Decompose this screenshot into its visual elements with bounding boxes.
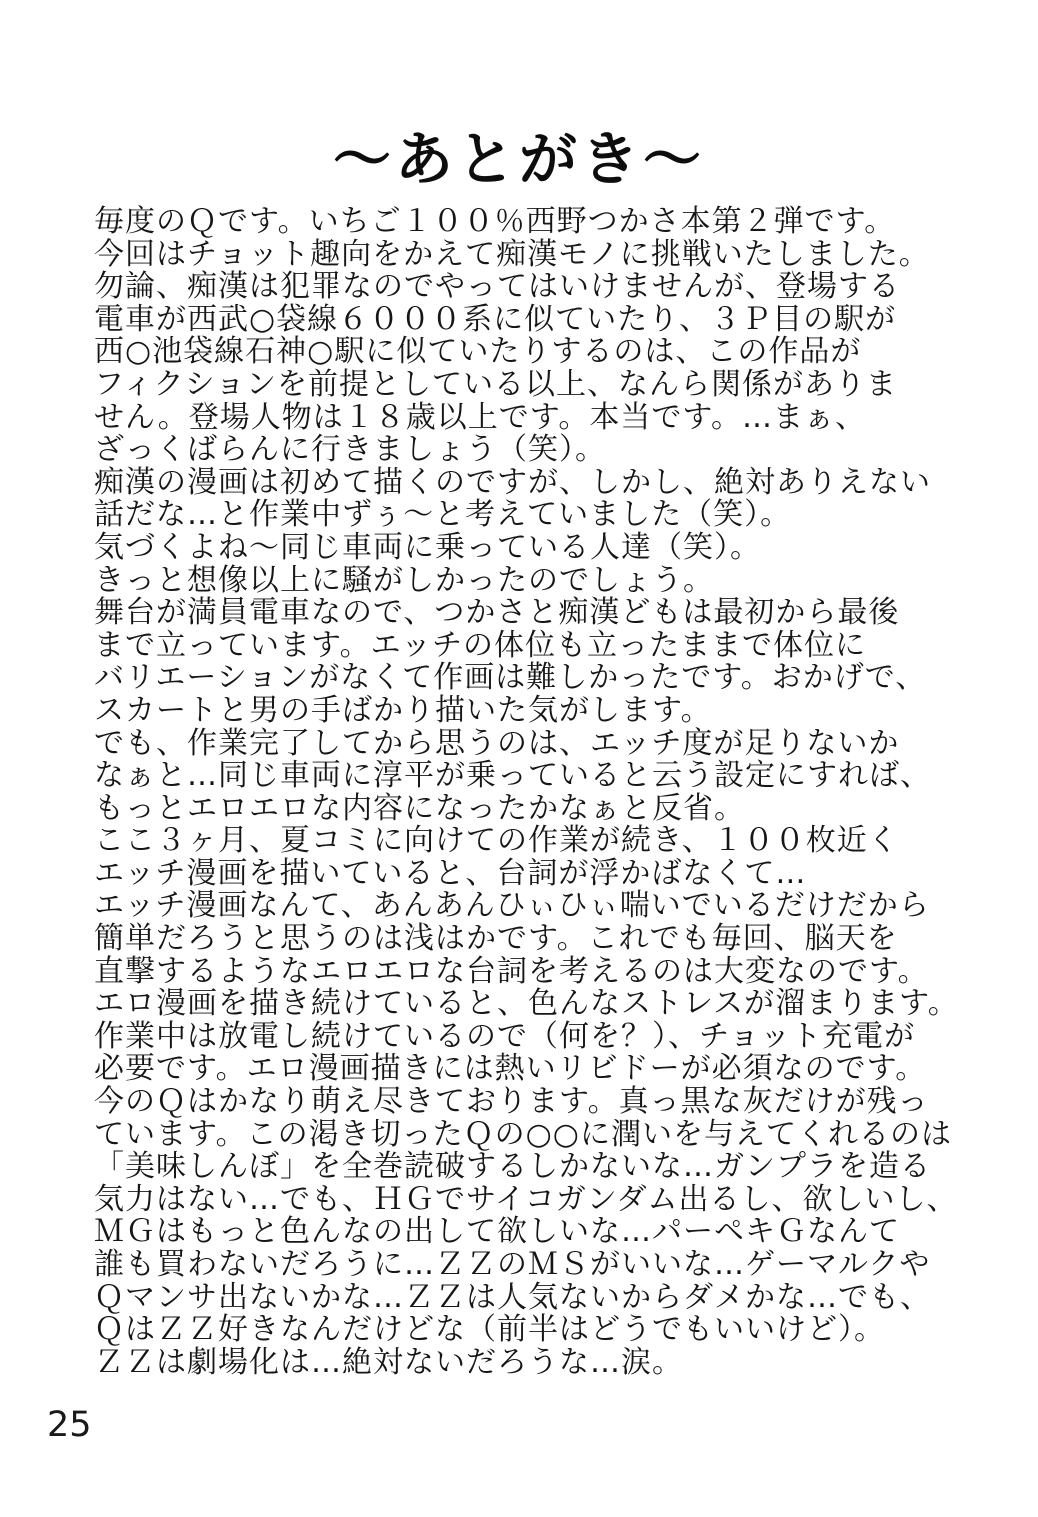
text-line: ています。この渇き切ったＱの○○に潤いを与えてくれるのは	[94, 1116, 952, 1152]
text-line: きっと想像以上に騒がしかったのでしょう。	[94, 562, 714, 598]
text-line: 気力はない…でも、ＨＧでサイコガンダム出るし、欲しいし、	[94, 1181, 958, 1217]
text-line: ざっくばらんに行きましょう（笑）。	[94, 432, 606, 468]
text-line: バリエーションがなくて作画は難しかったです。おかげで、	[94, 660, 927, 696]
text-line: 電車が西武○袋線６０００系に似ていたり、３Ｐ目の駅が	[94, 301, 897, 337]
text-line: エッチ漫画を描いていると、台詞が浮かばなくて…	[94, 855, 807, 891]
text-line: エロ漫画を描き続けていると、色んなストレスが溜まります。	[94, 986, 959, 1022]
text-line: せん。登場人物は１８歳以上です。本当です。…まぁ、	[94, 399, 866, 435]
text-line: 今のＱはかなり萌え尽きております。真っ黒な灰だけが残っ	[94, 1084, 929, 1120]
text-line: 舞台が満員電車なので、つかさと痴漢どもは最初から最後	[94, 595, 900, 631]
text-line: 西○池袋線石神○駅に似ていたりするのは、この作品が	[94, 334, 862, 370]
text-line: ＭＧはもっと色んなの出して欲しいな…パーペキＧなんて	[94, 1214, 900, 1250]
text-line: 直撃するようなエロエロな台詞を考えるのは大変なのです。	[94, 953, 929, 989]
afterword-body	[94, 206, 994, 1379]
text-line: Ｑマンサ出ないかな…ＺＺは人気ないからダメかな…でも、	[94, 1279, 931, 1315]
text-line: ＱはＺＺ好きなんだけどな（前半はどうでもいいけど）。	[94, 1312, 885, 1348]
text-line: 作業中は放電し続けているので（何を？）、チョット充電が	[94, 1018, 916, 1054]
text-line: 毎度のＱです。いちご１００％西野つかさ本第２弾です。	[94, 204, 896, 239]
text-line: 必要です。エロ漫画描きには熱いリビドーが必須なのです。	[94, 1051, 927, 1087]
text-line: なぁと…同じ車両に淳平が乗っていると云う設定にすれば、	[94, 758, 931, 794]
page-number: 25	[47, 1405, 92, 1445]
text-line: でも、作業完了してから思うのは、エッチ度が足りないか	[94, 725, 900, 761]
text-line: ＺＺは劇場化は…絶対ないだろうな…涙。	[94, 1344, 683, 1380]
text-line: 勿論、痴漢は犯罪なのでやってはいけませんが、登場する	[94, 269, 900, 305]
text-line: 話だな…と作業中ずぅ～と考えていました（笑）。	[94, 497, 792, 533]
text-line: まで立っています。エッチの体位も立ったままで体位に	[94, 627, 866, 663]
afterword-title: ～あとがき～	[332, 125, 705, 193]
text-line: 誰も買わないだろうに…ＺＺのＭＳがいいな…ゲーマルクや	[94, 1247, 931, 1282]
text-line: 今回はチョット趣向をかえて痴漢モノに挑戦いたしました。	[94, 236, 930, 272]
text-line: 痴漢の漫画は初めて描くのですが、しかし、絶対ありえない	[94, 464, 931, 500]
text-line: エッチ漫画なんて、あんあんひぃひぃ喘いでいるだけだから	[94, 888, 930, 924]
text-line: フィクションを前提としている以上、なんら関係がありま	[94, 366, 897, 402]
text-line: 気づくよね～同じ車両に乗っている人達（笑）。	[94, 529, 761, 565]
text-line: 簡単だろうと思うのは浅はかです。これでも毎回、脳天を	[94, 921, 898, 957]
text-line: 「美味しんぼ」を全巻読破するしかないな…ガンプラを造る	[94, 1149, 931, 1185]
text-line: ここ３ヶ月、夏コミに向けての作業が続き、１００枚近く	[94, 823, 899, 859]
text-line: スカートと男の手ばかり描いた気がします。	[94, 692, 712, 728]
text-line: もっとエロエロな内容になったかなぁと反省。	[94, 790, 745, 826]
